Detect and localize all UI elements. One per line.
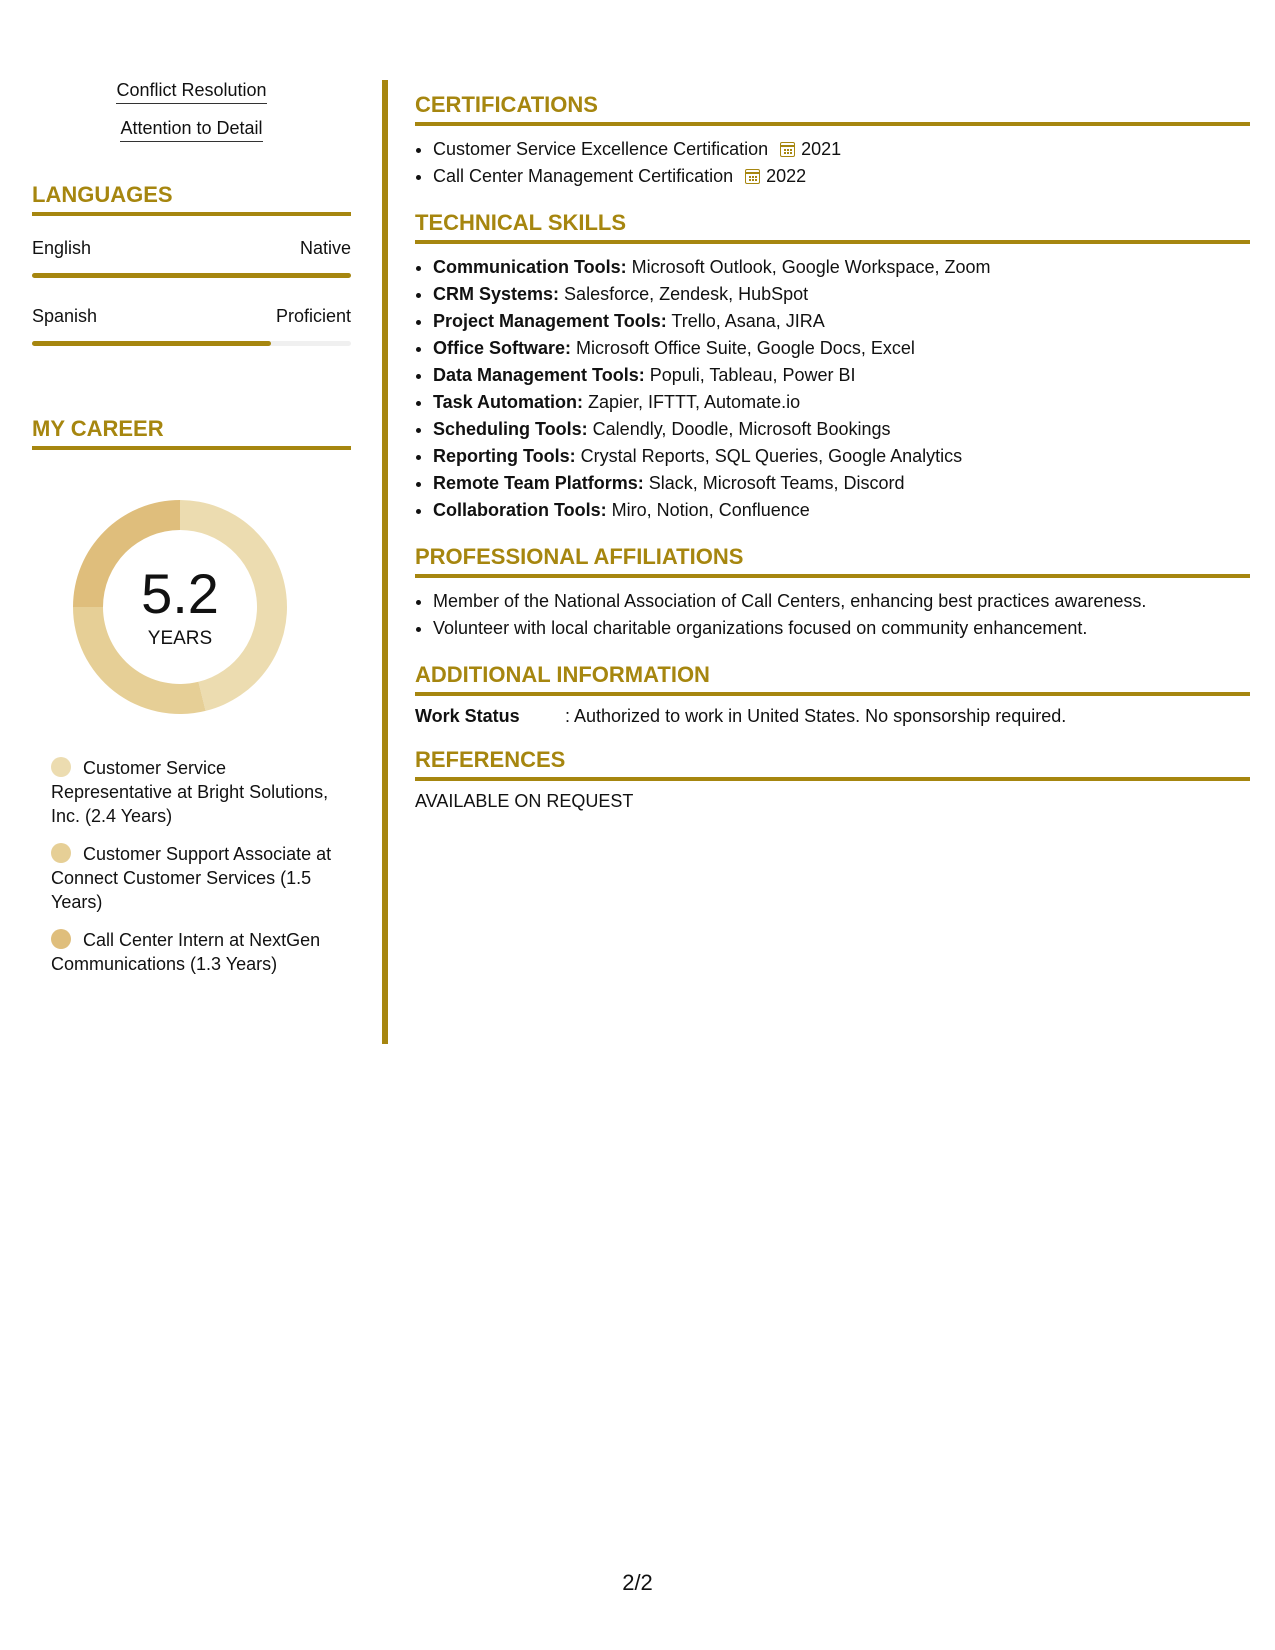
affiliations-heading: PROFESSIONAL AFFILIATIONS: [415, 544, 1250, 578]
legend-dot-icon: [51, 929, 71, 949]
skill-item: • Remote Team Platforms: Slack, Microsoft Teams, Discord: [433, 470, 1250, 497]
right-column: [415, 92, 1250, 832]
language-bar-fill: [32, 273, 351, 278]
affiliations-section: [415, 544, 1250, 642]
technical-skills-section: [415, 210, 1250, 524]
language-name: English: [32, 238, 92, 258]
language-spanish: [32, 306, 351, 346]
career-heading: MY CAREER: [32, 416, 351, 450]
language-level: Proficient: [275, 306, 351, 326]
skill-item: • Reporting Tools: Crystal Reports, SQL Queries, Google Analytics: [433, 443, 1250, 470]
languages-heading: LANGUAGES: [32, 182, 351, 216]
career-legend: [32, 756, 341, 976]
language-english: [32, 238, 351, 278]
skill-item: • Data Management Tools: Populi, Tableau, Power BI: [433, 362, 1250, 389]
work-status-label: Work Status: [415, 706, 520, 726]
work-status-value: : Authorized to work in United States. No sponsorship required.: [565, 706, 1067, 726]
legend-dot-icon: [51, 757, 71, 777]
skill-tag: Conflict Resolution: [32, 80, 351, 104]
certifications-section: [415, 92, 1250, 190]
language-name: Spanish: [32, 306, 98, 326]
affiliation-item: • Member of the National Association of Call Centers, enhancing best practices awareness.: [433, 588, 1250, 615]
additional-info-heading: ADDITIONAL INFORMATION: [415, 662, 1250, 696]
career-donut-chart: [67, 494, 293, 720]
calendar-icon: [745, 169, 760, 184]
references-text: AVAILABLE ON REQUEST: [415, 791, 634, 811]
skill-item: • Scheduling Tools: Calendly, Doodle, Microsoft Bookings: [433, 416, 1250, 443]
technical-skills-heading: TECHNICAL SKILLS: [415, 210, 1250, 244]
skill-item: • Project Management Tools: Trello, Asana, JIRA: [433, 308, 1250, 335]
left-column: [32, 80, 351, 990]
references-heading: REFERENCES: [415, 747, 1250, 781]
legend-item: Customer Service Representative at Bright Solutions, Inc. (2.4 Years): [51, 758, 329, 826]
skill-item: • Communication Tools: Microsoft Outlook, Google Workspace, Zoom: [433, 254, 1250, 281]
page-number: 2/2: [622, 1570, 653, 1595]
references-section: [415, 747, 1250, 812]
skill-item: • Office Software: Microsoft Office Suite, Google Docs, Excel: [433, 335, 1250, 362]
column-divider: [382, 80, 388, 1044]
skill-item: • Collaboration Tools: Miro, Notion, Confluence: [433, 497, 1250, 524]
additional-info-section: [415, 662, 1250, 727]
career-total: 5.2: [141, 562, 219, 625]
career-unit: YEARS: [147, 628, 213, 649]
affiliation-item: • Volunteer with local charitable organizations focused on community enhancement.: [433, 615, 1250, 642]
language-bar: [32, 341, 351, 346]
legend-item: Customer Support Associate at Connect Customer Services (1.5 Years): [51, 844, 332, 912]
legend-dot-icon: [51, 843, 71, 863]
work-status-row: [415, 706, 1250, 727]
legend-item: Call Center Intern at NextGen Communications (1.3 Years): [51, 930, 321, 974]
calendar-icon: [780, 142, 795, 157]
certifications-heading: CERTIFICATIONS: [415, 92, 1250, 126]
certification-item: • Call Center Management Certification 2022: [433, 163, 1250, 190]
language-level: Native: [299, 238, 351, 258]
language-bar-fill: [32, 341, 271, 346]
skill-tag: Attention to Detail: [32, 118, 351, 142]
skill-item: • CRM Systems: Salesforce, Zendesk, HubSpot: [433, 281, 1250, 308]
language-bar: [32, 273, 351, 278]
certification-item: • Customer Service Excellence Certification 2021: [433, 136, 1250, 163]
skill-item: • Task Automation: Zapier, IFTTT, Automate.io: [433, 389, 1250, 416]
